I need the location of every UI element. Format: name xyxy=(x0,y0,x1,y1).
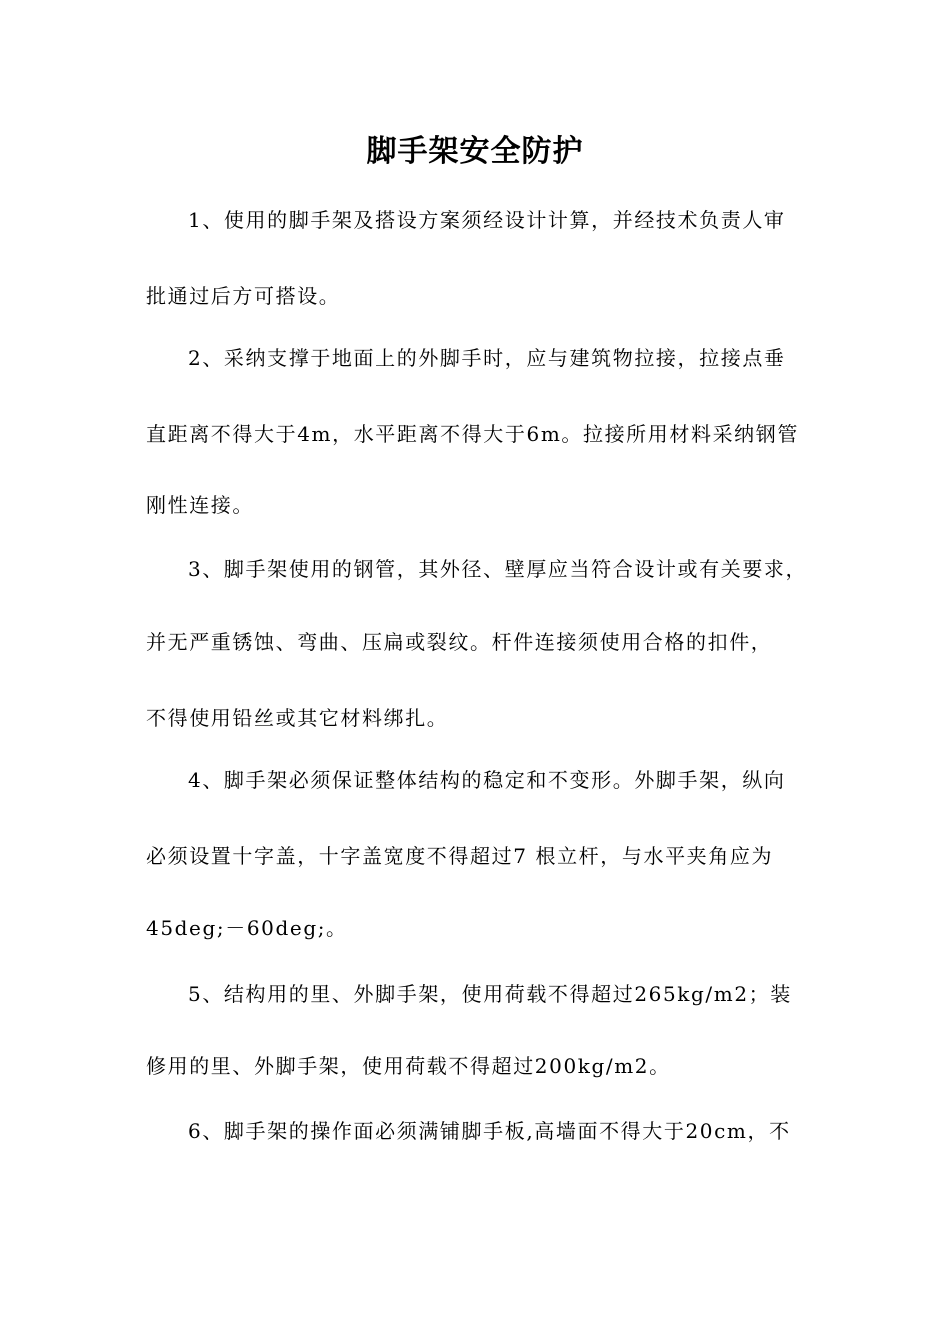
paragraph-2-line-1: 2、采纳支撑于地面上的外脚手时，应与建筑物拉接，拉接点垂 xyxy=(188,346,786,370)
paragraph-2-line-3: 刚性连接。 xyxy=(146,493,254,517)
paragraph-3-line-3: 不得使用铅丝或其它材料绑扎。 xyxy=(146,706,449,730)
paragraph-5-line-1: 5、结构用的里、外脚手架，使用荷载不得超过265kg/m2；装 xyxy=(188,982,792,1006)
paragraph-2-line-2: 直距离不得大于4m，水平距离不得大于6m。拉接所用材料采纳钢管 xyxy=(146,422,799,446)
paragraph-1-line-1: 1、使用的脚手架及搭设方案须经设计计算，并经技术负责人审 xyxy=(188,208,786,232)
document-title: 脚手架安全防护 xyxy=(366,134,584,169)
paragraph-1-line-2: 批通过后方可搭设。 xyxy=(146,284,341,308)
paragraph-5-line-2: 修用的里、外脚手架，使用荷载不得超过200kg/m2。 xyxy=(146,1054,671,1078)
paragraph-6-line-1: 6、脚手架的操作面必须满铺脚手板,高墙面不得大于20cm，不 xyxy=(188,1119,791,1143)
paragraph-4-line-1: 4、脚手架必须保证整体结构的稳定和不变形。外脚手架，纵向 xyxy=(188,768,786,792)
paragraph-4-line-3: 45deg;－60deg;。 xyxy=(146,916,348,940)
paragraph-3-line-1: 3、脚手架使用的钢管，其外径、壁厚应当符合设计或有关要求， xyxy=(188,557,808,581)
paragraph-4-line-2: 必须设置十字盖，十字盖宽度不得超过7 根立杆，与水平夹角应为 xyxy=(146,844,774,868)
paragraph-3-line-2: 并无严重锈蚀、弯曲、压扁或裂纹。杆件连接须使用合格的扣件， xyxy=(146,630,773,654)
